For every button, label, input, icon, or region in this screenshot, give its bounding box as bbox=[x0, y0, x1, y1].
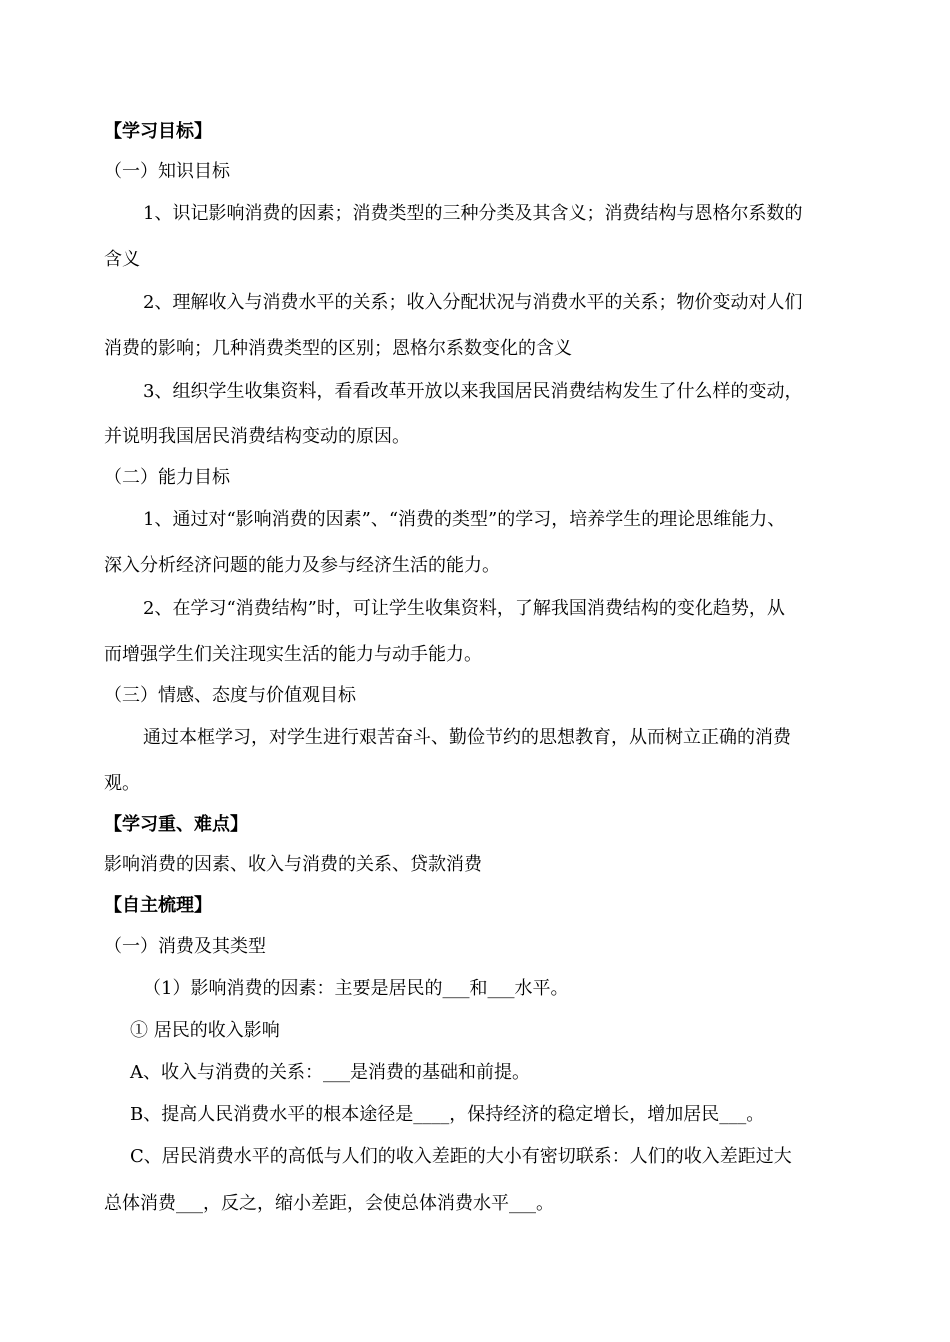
section-heading-self-review: 【自主梳理】 bbox=[104, 895, 212, 916]
fill-blank-item: C、居民消费水平的高低与人们的收入差距的大小有密切联系：人们的收入差距过大 bbox=[130, 1146, 792, 1167]
section-heading-learning-goals: 【学习目标】 bbox=[104, 121, 212, 142]
fill-blank-item: B、提高人民消费水平的根本途径是____，保持经济的稳定增长，增加居民___。 bbox=[130, 1104, 765, 1125]
list-item: ① 居民的收入影响 bbox=[130, 1020, 280, 1041]
paragraph-line: 影响消费的因素、收入与消费的关系、贷款消费 bbox=[104, 854, 482, 875]
paragraph-line: 2、在学习“消费结构”时，可让学生收集资料，了解我国消费结构的变化趋势，从 bbox=[143, 598, 785, 619]
paragraph-line: 而增强学生们关注现实生活的能力与动手能力。 bbox=[104, 644, 482, 665]
fill-blank-item: （1）影响消费的因素：主要是居民的___和___水平。 bbox=[143, 978, 569, 999]
paragraph-line: 观。 bbox=[104, 773, 140, 794]
fill-blank-item: A、收入与消费的关系：___是消费的基础和前提。 bbox=[130, 1062, 530, 1083]
paragraph-line: 1、识记影响消费的因素；消费类型的三种分类及其含义；消费结构与恩格尔系数的 bbox=[143, 203, 803, 224]
paragraph-line: 并说明我国居民消费结构变动的原因。 bbox=[104, 426, 410, 447]
subheading-emotion-goals: （三）情感、态度与价值观目标 bbox=[104, 685, 356, 706]
paragraph-line: 2、理解收入与消费水平的关系；收入分配状况与消费水平的关系；物价变动对人们 bbox=[143, 292, 803, 313]
paragraph-line: 通过本框学习，对学生进行艰苦奋斗、勤俭节约的思想教育，从而树立正确的消费 bbox=[143, 727, 791, 748]
paragraph-line: 消费的影响；几种消费类型的区别；恩格尔系数变化的含义 bbox=[104, 338, 572, 359]
paragraph-line: 深入分析经济问题的能力及参与经济生活的能力。 bbox=[104, 555, 500, 576]
paragraph-line: 1、通过对“影响消费的因素”、“消费的类型”的学习，培养学生的理论思维能力、 bbox=[143, 509, 786, 530]
subheading-consumption-types: （一）消费及其类型 bbox=[104, 936, 266, 957]
paragraph-line: 含义 bbox=[104, 249, 140, 270]
section-heading-key-points: 【学习重、难点】 bbox=[104, 814, 248, 835]
subheading-knowledge-goals: （一）知识目标 bbox=[104, 161, 230, 182]
fill-blank-item: 总体消费___，反之，缩小差距，会使总体消费水平___。 bbox=[104, 1193, 554, 1214]
subheading-ability-goals: （二）能力目标 bbox=[104, 467, 230, 488]
paragraph-line: 3、组织学生收集资料，看看改革开放以来我国居民消费结构发生了什么样的变动， bbox=[143, 381, 803, 402]
